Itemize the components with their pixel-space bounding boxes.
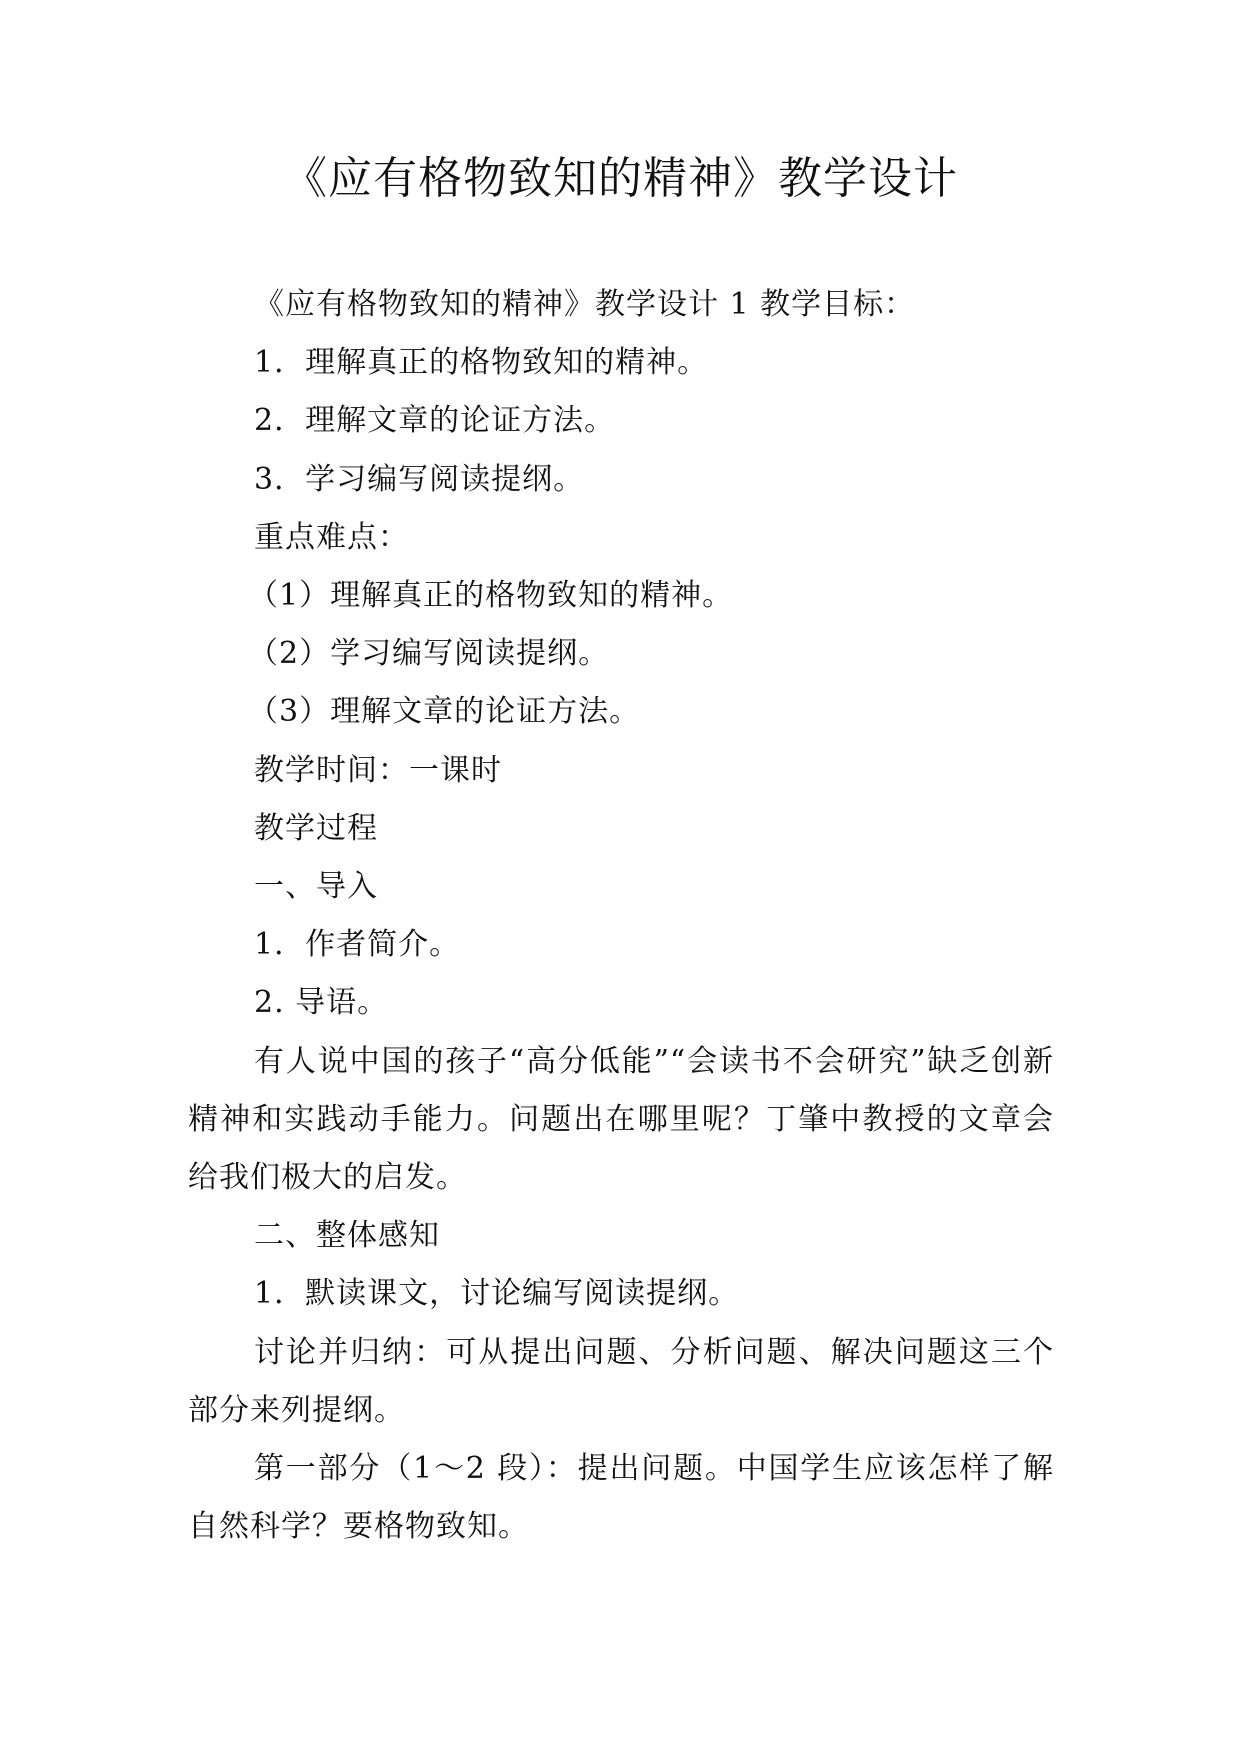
paragraph-key-point-1: （1）理解真正的格物致知的精神。 — [248, 578, 734, 614]
paragraph-goal-2: 2．理解文章的论证方法。 — [254, 403, 616, 439]
paragraph-lead-in-text: 有人说中国的孩子“高分低能”“会读书不会研究”缺乏创新精神和实践动手能力。问题出在哪里呢？丁肇中教授的文章会给我们极大的启发。 — [188, 1043, 1054, 1196]
paragraph-key-points-heading: 重点难点： — [254, 519, 409, 555]
paragraph-part-one: 第一部分（1～2 段）：提出问题。中国学生应该怎样了解自然科学？要格物致知。 — [188, 1451, 1054, 1545]
document-body — [188, 276, 1054, 1556]
paragraph-intro: 《应有格物致知的精神》教学设计 1 教学目标： — [254, 287, 916, 322]
paragraph-silent-reading: 1．默读课文，讨论编写阅读提纲。 — [254, 1276, 740, 1312]
paragraph-section-intro: 一、导入 — [254, 869, 378, 905]
paragraph-teaching-time: 教学时间：一课时 — [254, 752, 502, 788]
paragraph-lead-in: 2. 导语。 — [254, 985, 389, 1021]
paragraph-goal-1: 1．理解真正的格物致知的精神。 — [254, 345, 709, 381]
document-title: 《应有格物致知的精神》教学设计 — [283, 153, 958, 204]
paragraph-author-intro: 1．作者简介。 — [254, 927, 461, 963]
paragraph-key-point-2: （2）学习编写阅读提纲。 — [248, 636, 610, 672]
paragraph-key-point-3: （3）理解文章的论证方法。 — [248, 694, 641, 730]
paragraph-goal-3: 3．学习编写阅读提纲。 — [254, 461, 585, 497]
paragraph-section-overview: 二、整体感知 — [254, 1218, 440, 1254]
paragraph-discussion: 讨论并归纳：可从提出问题、分析问题、解决问题这三个部分来列提纲。 — [188, 1334, 1054, 1428]
paragraph-teaching-process: 教学过程 — [254, 810, 378, 846]
